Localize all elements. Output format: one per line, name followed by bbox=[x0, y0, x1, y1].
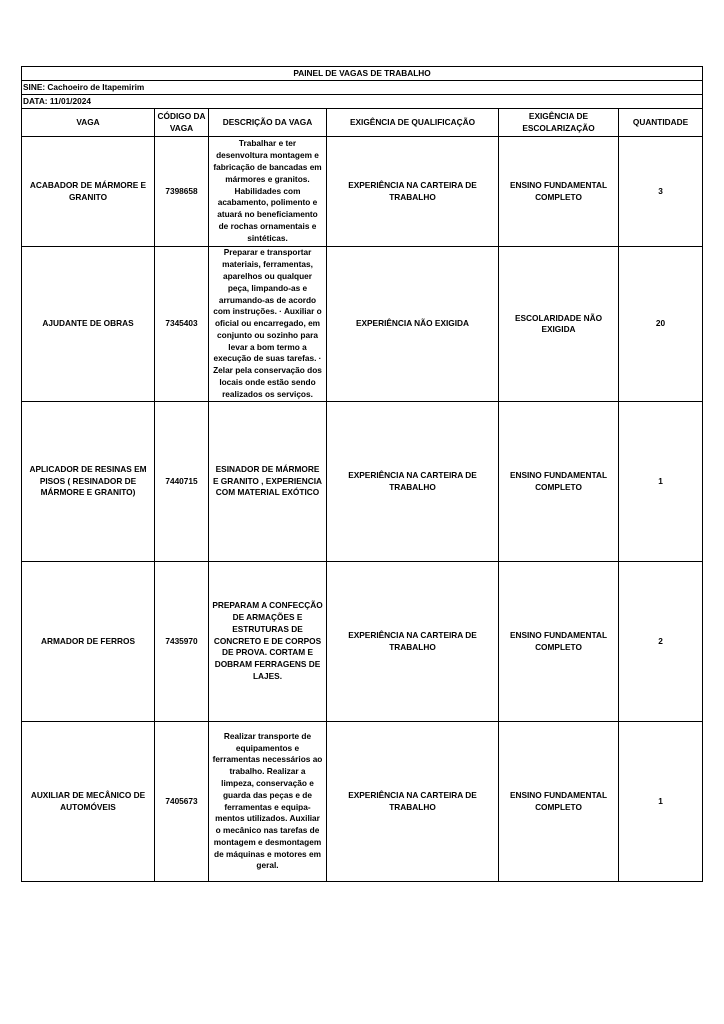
cell-vaga: ARMADOR DE FERROS bbox=[22, 562, 155, 722]
cell-escolarizacao: ESCOLARIDADE NÃO EXIGIDA bbox=[499, 247, 619, 402]
cell-escolarizacao: ENSINO FUNDAMENTAL COMPLETO bbox=[499, 402, 619, 562]
table-row bbox=[22, 137, 703, 247]
cell-escolarizacao: ENSINO FUNDAMENTAL COMPLETO bbox=[499, 137, 619, 247]
table-row bbox=[22, 402, 703, 562]
cell-quantidade: 20 bbox=[619, 247, 703, 402]
cell-descricao: ESINADOR DE MÁRMORE E GRANITO , EXPERIENCIA COM MATERIAL EXÓTICO bbox=[209, 402, 327, 562]
title-row bbox=[22, 67, 703, 81]
cell-descricao: PREPARAM A CONFECÇÃO DE ARMAÇÕES E ESTRUTURAS DE CONCRETO E DE CORPOS DE PROVA. CORTAM E DOBRAM FERRAGENS DE LAJES. bbox=[209, 562, 327, 722]
cell-descricao: Preparar e transportar materiais, ferramentas, aparelhos ou qualquer peça, limpando-as e arrumando-as de acordo com instruções. · Auxiliar o oficial ou encarregado, em conjunto ou sozinho para levar a bom termo a execução de suas tarefas. · Zelar pela conservação dos locais onde estão sendo realizados os serviços. bbox=[209, 247, 327, 402]
cell-escolarizacao: ENSINO FUNDAMENTAL COMPLETO bbox=[499, 562, 619, 722]
cell-quantidade: 2 bbox=[619, 562, 703, 722]
cell-quantidade: 3 bbox=[619, 137, 703, 247]
cell-quantidade: 1 bbox=[619, 722, 703, 882]
header-escolarizacao: EXIGÊNCIA DE ESCOLARIZAÇÃO bbox=[499, 109, 619, 137]
table-title: PAINEL DE VAGAS DE TRABALHO bbox=[22, 67, 703, 81]
cell-codigo: 7345403 bbox=[155, 247, 209, 402]
header-qualificacao: EXIGÊNCIA DE QUALIFICAÇÃO bbox=[327, 109, 499, 137]
cell-qualificacao: EXPERIÊNCIA NÃO EXIGIDA bbox=[327, 247, 499, 402]
header-vaga: VAGA bbox=[22, 109, 155, 137]
cell-vaga: AUXILIAR DE MECÂNICO DE AUTOMÓVEIS bbox=[22, 722, 155, 882]
cell-qualificacao: EXPERIÊNCIA NA CARTEIRA DE TRABALHO bbox=[327, 137, 499, 247]
table-row bbox=[22, 562, 703, 722]
cell-escolarizacao: ENSINO FUNDAMENTAL COMPLETO bbox=[499, 722, 619, 882]
cell-codigo: 7435970 bbox=[155, 562, 209, 722]
table-row bbox=[22, 722, 703, 882]
job-vacancy-table bbox=[21, 66, 703, 882]
cell-qualificacao: EXPERIÊNCIA NA CARTEIRA DE TRABALHO bbox=[327, 722, 499, 882]
cell-qualificacao: EXPERIÊNCIA NA CARTEIRA DE TRABALHO bbox=[327, 562, 499, 722]
cell-descricao: Realizar transporte de equipamentos e ferramentas necessários ao trabalho. Realizar a limpeza, conservação e guarda das peças e de ferramentas e equipa-mentos utilizados. Auxiliar o mecânico nas tarefas de montagem e desmontagem de máquinas e motores em geral. bbox=[209, 722, 327, 882]
cell-vaga: ACABADOR DE MÁRMORE E GRANITO bbox=[22, 137, 155, 247]
sine-row bbox=[22, 81, 703, 95]
cell-codigo: 7398658 bbox=[155, 137, 209, 247]
header-codigo: CÓDIGO DA VAGA bbox=[155, 109, 209, 137]
sine-location: SINE: Cachoeiro de Itapemirim bbox=[22, 81, 703, 95]
cell-quantidade: 1 bbox=[619, 402, 703, 562]
cell-qualificacao: EXPERIÊNCIA NA CARTEIRA DE TRABALHO bbox=[327, 402, 499, 562]
header-row bbox=[22, 109, 703, 137]
cell-codigo: 7440715 bbox=[155, 402, 209, 562]
header-descricao: DESCRIÇÃO DA VAGA bbox=[209, 109, 327, 137]
table-row bbox=[22, 247, 703, 402]
cell-codigo: 7405673 bbox=[155, 722, 209, 882]
date-row bbox=[22, 95, 703, 109]
cell-descricao: Trabalhar e ter desenvoltura montagem e fabricação de bancadas em mármores e granitos. Habilidades com acabamento, polimento e atuará no beneficiamento de rochas ornamentais e sintéticas. bbox=[209, 137, 327, 247]
date-line: DATA: 11/01/2024 bbox=[22, 95, 703, 109]
cell-vaga: AJUDANTE DE OBRAS bbox=[22, 247, 155, 402]
header-quantidade: QUANTIDADE bbox=[619, 109, 703, 137]
cell-vaga: APLICADOR DE RESINAS EM PISOS ( RESINADOR DE MÁRMORE E GRANITO) bbox=[22, 402, 155, 562]
